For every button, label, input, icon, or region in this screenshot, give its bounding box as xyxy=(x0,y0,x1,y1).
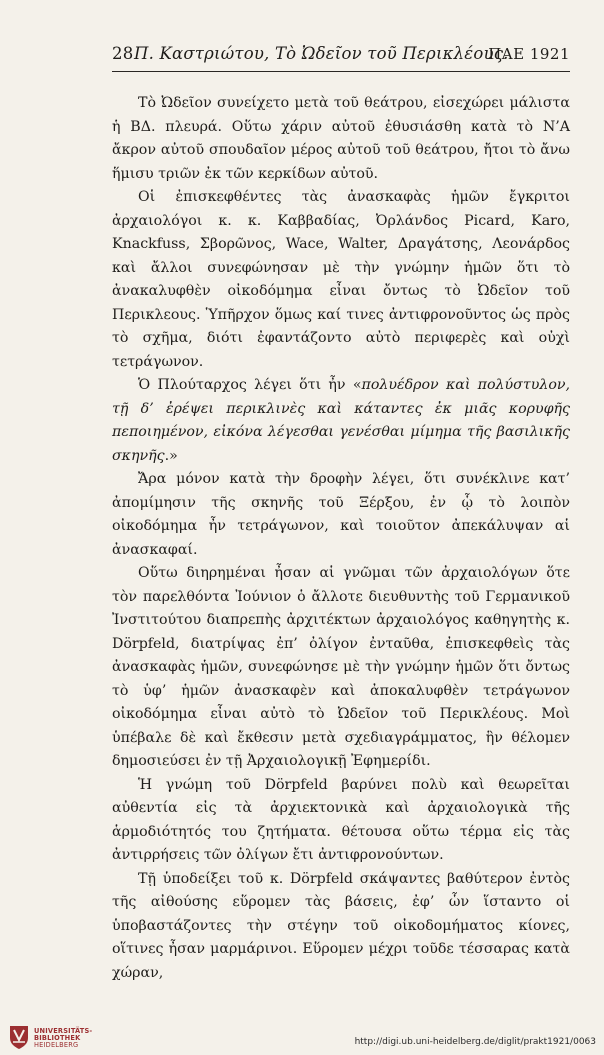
paragraph xyxy=(112,374,570,468)
text-run: Ἡ γνώμη τοῦ Dörpfeld βαρύνει πολὺ καὶ θεωρεῖται αὐθεντία εἰς τὰ ἀρχιεκτονικὰ καὶ ἀρχαιολογικὰ τῆς ἁρμοδιότητός του ζητήματα. θέτουσα οὕτω τέρμα εἰς τὰς ἀντιρρήσεις τῶν ὀλίγων ἔτι ἀντιφρονούντων. xyxy=(112,776,570,863)
library-name xyxy=(34,1028,92,1049)
library-line: UNIVERSITÄTS- xyxy=(34,1027,93,1035)
text-run: Ὁ Πλούταρχος λέγει ὅτι ἦν « xyxy=(138,377,362,393)
library-line: HEIDELBERG xyxy=(34,1041,79,1049)
header-rule xyxy=(112,71,570,72)
paragraph xyxy=(112,868,570,986)
university-logo-icon xyxy=(8,1024,30,1050)
journal-reference: ΠΑΕ 1921 xyxy=(488,45,570,63)
paragraph xyxy=(112,774,570,868)
paragraph xyxy=(112,92,570,186)
article-title: Π. Καστριώτου, Τὸ Ὠδεῖον τοῦ Περικλέους. xyxy=(134,44,509,63)
text-run: Οἱ ἐπισκεφθέντες τὰς ἀνασκαφὰς ἡμῶν ἔγκριτοι ἀρχαιολόγοι κ. κ. Καββαδίας, Ὀρλάνδος Picard, Karo, Knackfuss, Σβορῶνος, Wace, Walter, Δραγάτσης, Λεονάρδος καὶ ἄλλοι συνεφώνησαν μὲ τὴν γνώμην ἡμῶν ὅτι τὸ ἀνακαλυφθὲν οἰκοδόμημα εἶναι ὄντως τὸ Ὠδεῖον τοῦ Περικλεους. Ὑπῆρχον ὅμως καί τινες ἀντιφρονοῦντος ὡς πρὸς τὸ σχῆμα, διότι ἐφαντάζοντο αὐτὸ περιφερὲς καὶ οὐχὶ τετράγωνον. xyxy=(112,189,570,370)
quoted-text: πολυέδρον καὶ πολύστυλον, τῇ δ’ ἐρέψει περικλινὲς καὶ κάταντες ἐκ μιᾶς κορυφῆς πεποιημένον, εἰκόνα λέγεσθαι γενέσθαι μίμημα τῆς βασιλικῆς σκηνῆς xyxy=(112,377,570,464)
body-text xyxy=(112,92,570,985)
text-run: Τὸ Ὠδεῖον συνείχετο μετὰ τοῦ θεάτρου, εἰσεχώρει μάλιστα ἡ ΒΔ. πλευρά. Οὕτω χάριν αὐτοῦ ἐθυσιάσθη κατὰ τὸ Ν’Α ἄκρον αὐτοῦ σπουδαῖον μέρος αὐτοῦ τοῦ θεάτρου, ἤτοι τὸ ἄνω ἥμισυ τριῶν ἐκ τῶν κερκίδων αὐτοῦ. xyxy=(112,95,570,182)
text-run: Τῇ ὑποδείξει τοῦ κ. Dörpfeld σκάψαντες βαθύτερον ἐντὸς τῆς αἰθούσης εὕρομεν τὰς βάσεις, ἐφ’ ὧν ἵσταντο οἱ ὑποβαστάζοντες τὴν στέγην τοῦ οἰκοδομήματος κίονες, οἵτινες ἦσαν μαρμάρινοι. Εὕρομεν μέχρι τοῦδε τέσσαρας κατὰ χώραν, xyxy=(112,870,570,981)
running-head xyxy=(112,42,570,70)
text-run: Οὕτω διηρημέναι ἦσαν αἱ γνῶμαι τῶν ἀρχαιολόγων ὅτε τὸν παρελθόντα Ἰούνιον ὁ ἄλλοτε διευθυντὴς τοῦ Γερμανικοῦ Ἰνστιτούτου διαπρεπὴς ἀρχιτέκτων ἀρχαιολόγος καθηγητὴς κ. Dörpfeld, διατρίψας ἐπ’ ὀλίγον ἐνταῦθα, ἐπισκεφθεὶς τὰς ἀνασκαφὰς ἡμῶν, συνεφώνησε μὲ τὴν γνώμην ἡμῶν ὅτι ὄντως τὸ ὑφ’ ἡμῶν ἀνασκαφὲν καὶ ἀποκαλυφθὲν τετράγωνον οἰκοδόμημα εἶναι αὐτὸ τὸ Ὠδεῖον τοῦ Περικλέους. Μοὶ ὑπέβαλε δὲ καὶ ἔκθεσιν μετὰ σχεδιαγράμματος, ἣν θέλομεν δημοσιεύσει ἐν τῇ Ἀρχαιολογικῇ Ἐφημερίδι. xyxy=(112,565,570,769)
library-line: BIBLIOTHEK xyxy=(34,1034,81,1042)
paragraph xyxy=(112,562,570,774)
paragraph xyxy=(112,186,570,374)
text-run: .» xyxy=(164,447,178,464)
paragraph xyxy=(112,468,570,562)
source-url-link[interactable]: http://digi.ub.uni-heidelberg.de/diglit/prakt1921/0063 xyxy=(354,1037,596,1047)
footer xyxy=(0,1010,604,1055)
text-run: Ἄρα μόνον κατὰ τὴν δροφὴν λέγει, ὅτι συνέκλινε κατ’ ἀπομίμησιν τῆς σκηνῆς τοῦ Ξέρξου, ἐν ᾧ τὸ λοιπὸν οἰκοδόμημα ἦν τετράγωνον, καὶ τοιοῦτον ἀπεκάλυψαν αἱ ἀνασκαφαί. xyxy=(112,471,570,558)
page-number: 28 xyxy=(112,44,134,63)
